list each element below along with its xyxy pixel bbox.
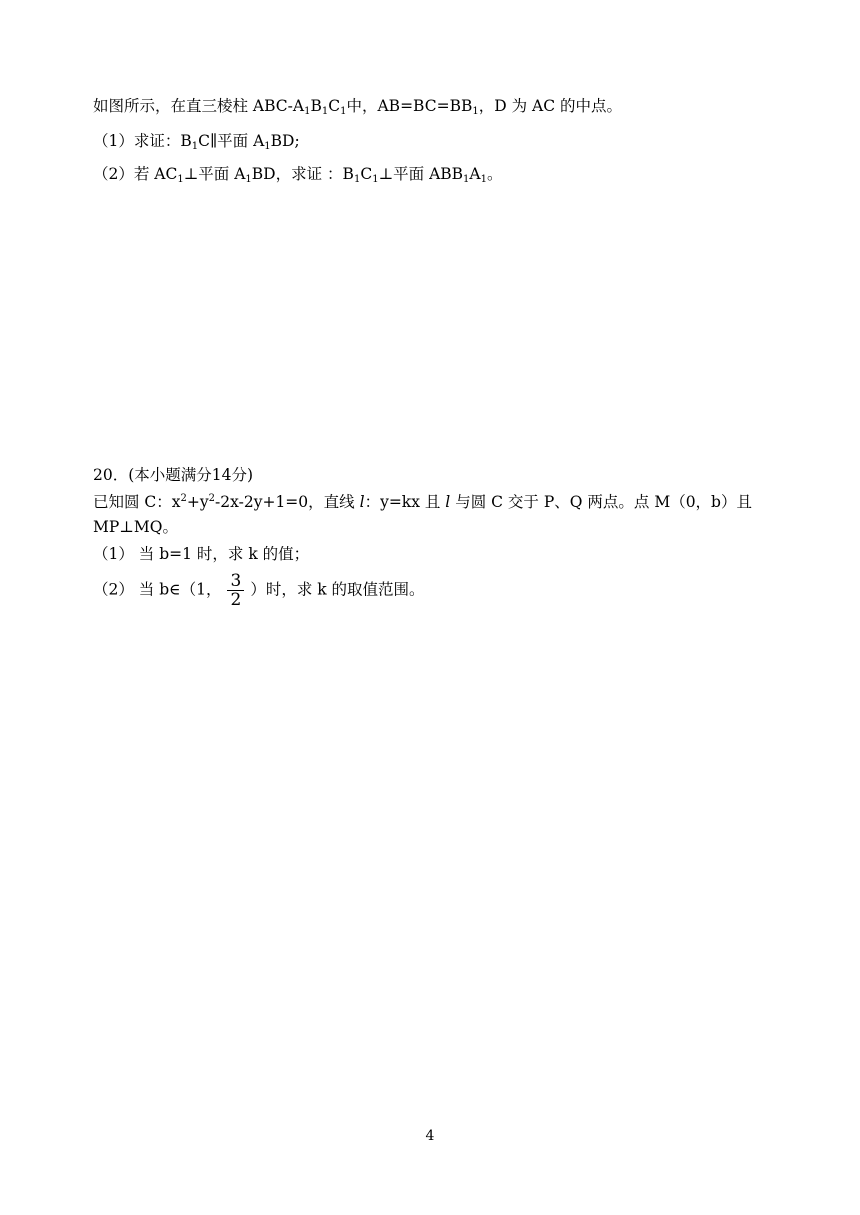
q20-line-1: 已知圆 C：$x^2+y^2-2x-2y+1=0$，直线 l：y=kx 且 l 与圆 C 交于 P、Q 两点。点 M（0，b）且 [93,493,752,511]
q19-part-2: （2）若 $AC_1\perp$平面 $A_1BD$，求证 ：$B_1C_1\perp$平面 $ABB_1A_1$。 [93,165,503,185]
q20-header: 20．(本小题满分14分) [93,466,254,484]
q20-part-2: （2） 当 b∈（1， $\frac{3}{2}$ ）时，求 k 的取值范围。 [93,571,425,610]
q20-line-2: MP⊥MQ。 [93,518,178,536]
fraction: $\frac{3}{2}$ [227,572,244,609]
q19-part-1: （1）求证：$B_1C\parallel$平面 $A_1BD$; [93,132,300,152]
q20-part-1: （1） 当 b=1 时，求 k 的值； [93,545,310,563]
page-number: 4 [425,1128,435,1144]
q19-intro: 如图所示，在直三棱柱 ABC-$A_1B_1C_1$中，$AB=BC=BB_1$，D 为 AC 的中点。 [93,97,623,117]
